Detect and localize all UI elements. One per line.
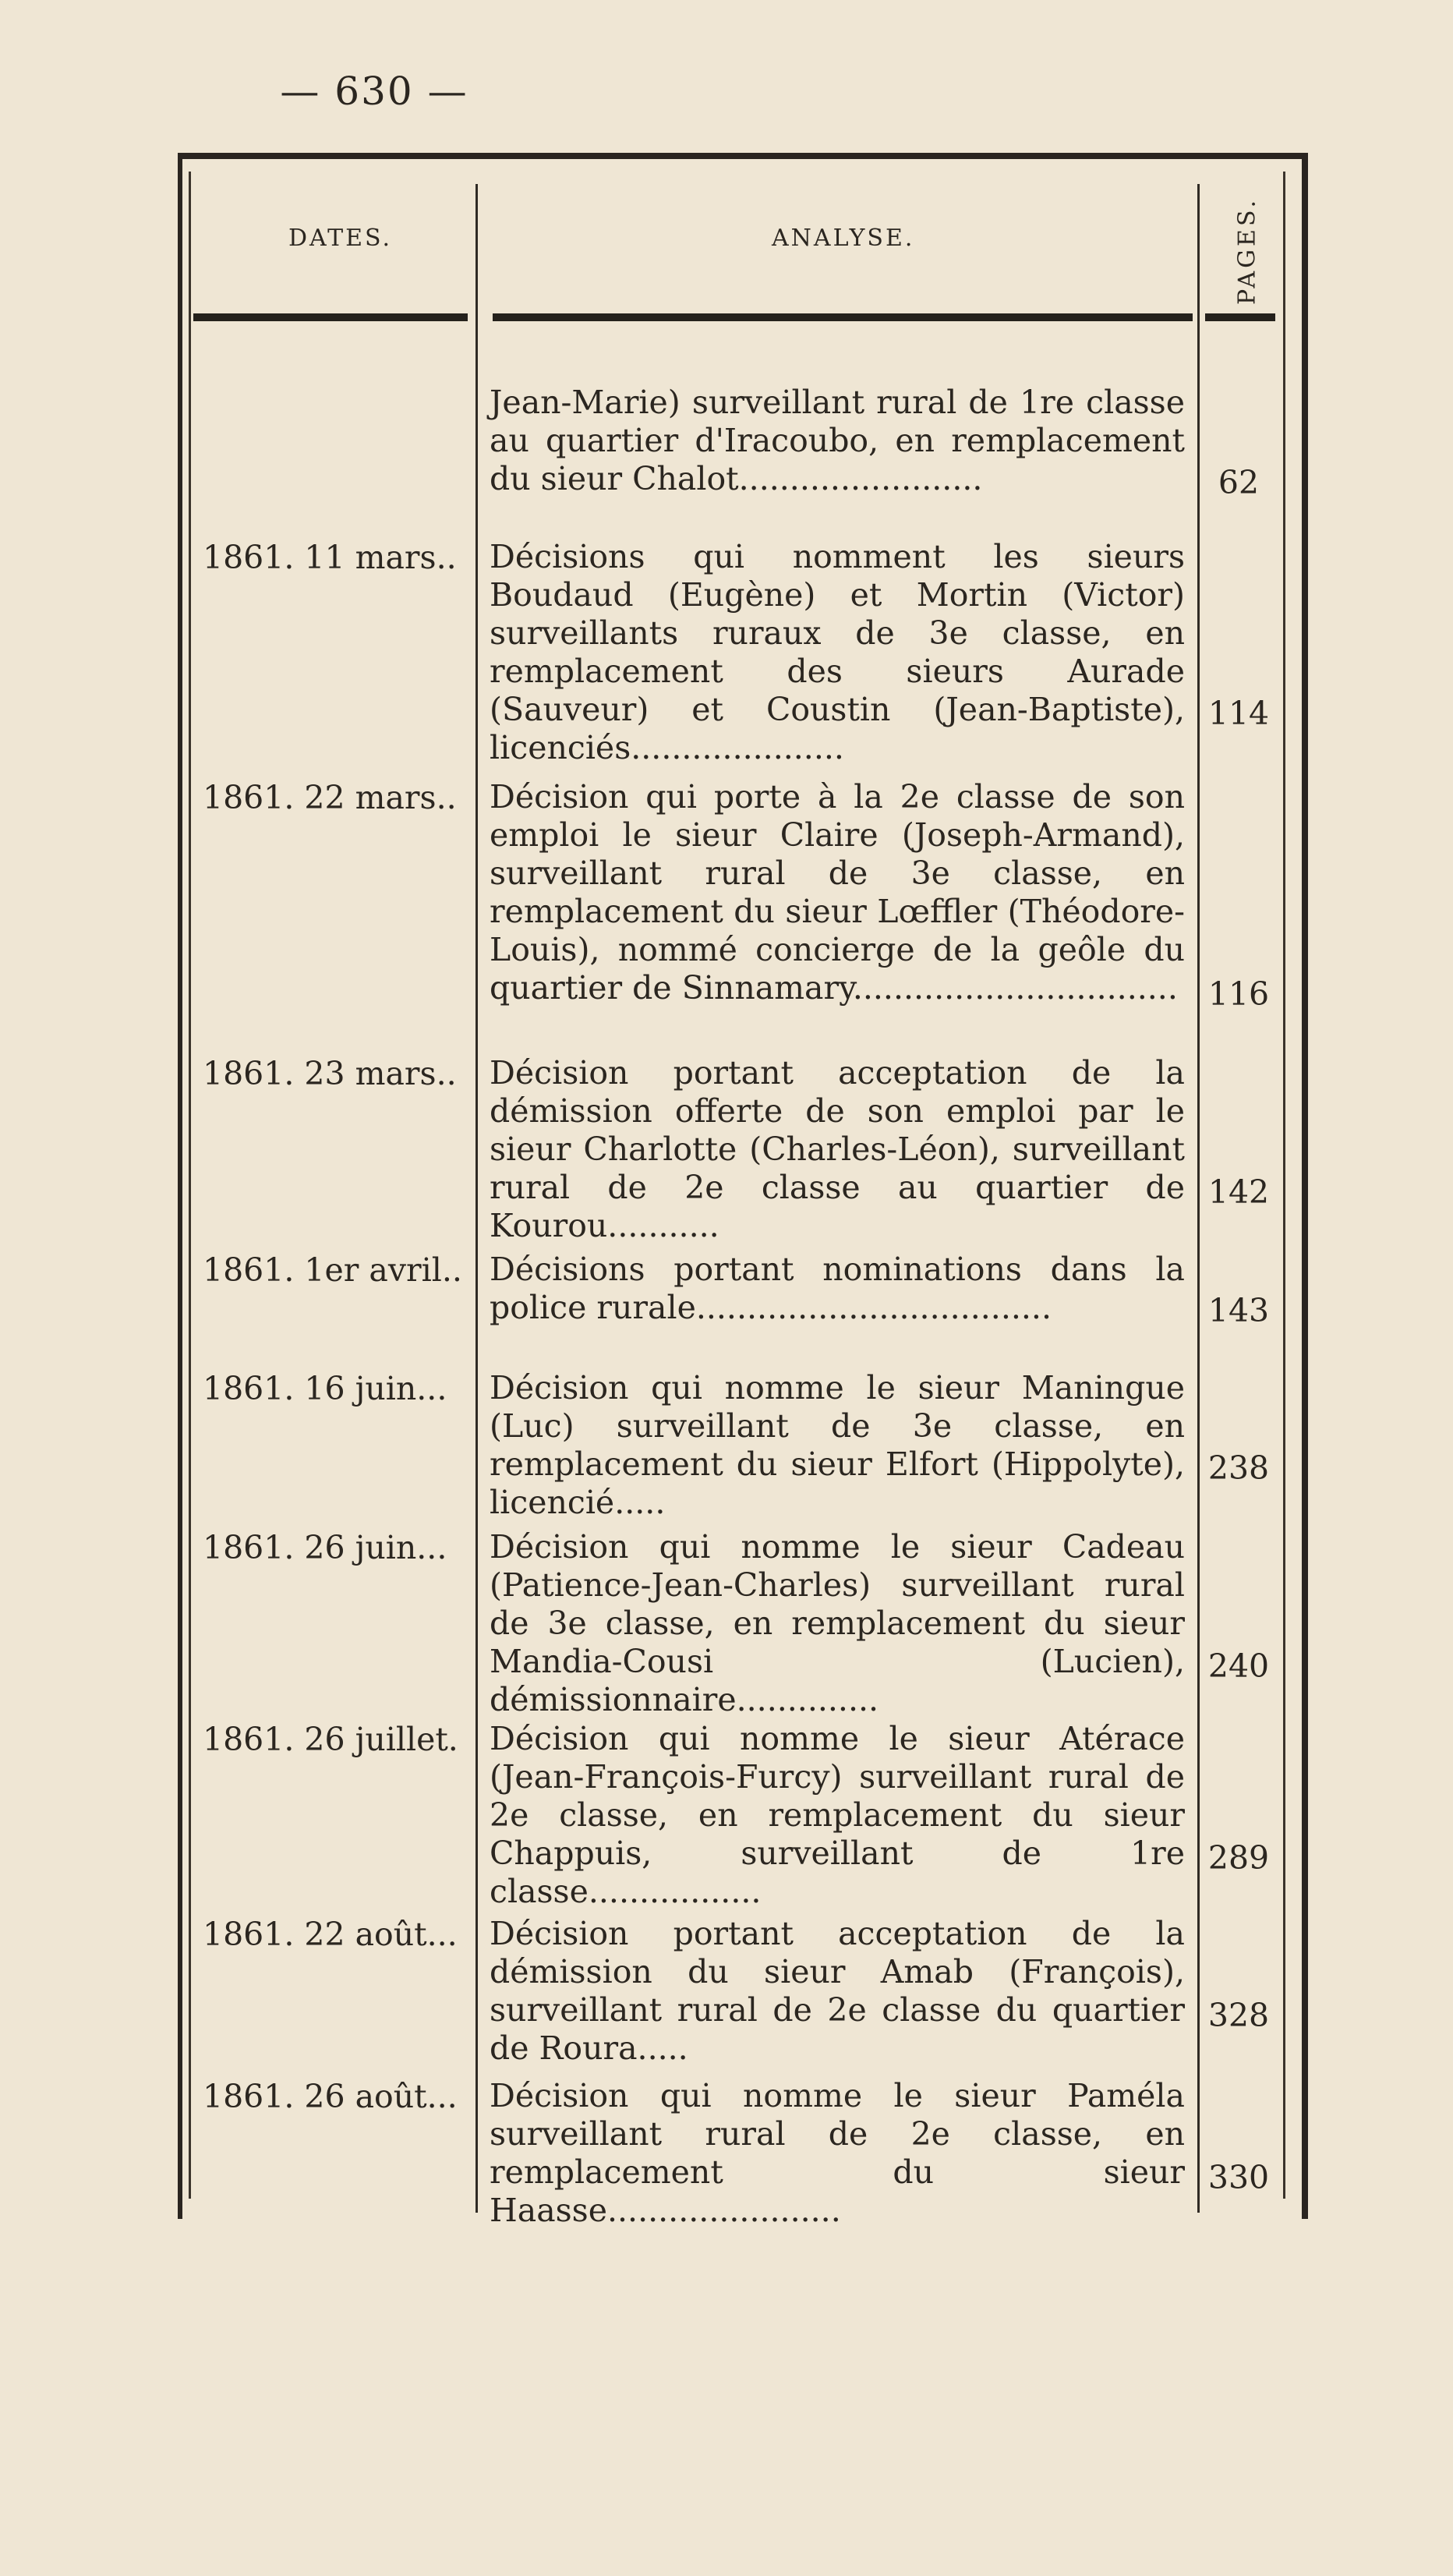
entry-text: Décision qui nomme le sieur Maningue (Luc) surveillant de 3e classe, en remplacement du sieur Elfort (Hippolyte), licencié.....: [490, 1369, 1185, 1521]
entry-text: Décision qui porte à la 2e classe de son emploi le sieur Claire (Joseph-Armand), surveillant rural de 3e classe, en remplacement du sieur Lœffler (Théodore-Louis), nommé concierge de la geôle du quartier de Sinnamary................................: [490, 778, 1185, 1007]
entry-page: 289: [1207, 1839, 1270, 1877]
page-number: — 630 —: [280, 69, 468, 114]
entry-text: Décision qui nomme le sieur Paméla surveillant rural de 2e classe, en remplacement du sieur Haasse.......................: [490, 2077, 1185, 2229]
entry-date: 1861. 26 juin...: [203, 1529, 447, 1566]
entry-date: 1861. 23 mars..: [203, 1055, 457, 1092]
table-row: [193, 384, 1274, 502]
header-rule-pages: [1205, 313, 1275, 321]
table-row: [193, 1528, 1274, 1718]
entry-page: 240: [1207, 1647, 1270, 1685]
table-inner-border-left: [189, 172, 191, 2199]
entry-page: 116: [1207, 975, 1270, 1013]
entry-page: 238: [1207, 1449, 1270, 1487]
entry-page: 328: [1207, 1997, 1270, 2034]
column-header-pages: PAGES.: [1233, 197, 1261, 305]
entry-text: Décision qui nomme le sieur Atérace (Jean-François-Furcy) surveillant rural de 2e classe, en remplacement du sieur Chappuis, surveillant de 1re classe.................: [490, 1720, 1185, 1910]
entry-date: 1861. 22 mars..: [203, 779, 457, 816]
header-rule-dates: [193, 313, 468, 321]
table-row: [193, 2077, 1274, 2229]
entry-page: 142: [1207, 1173, 1270, 1211]
entry-page: 143: [1207, 1292, 1270, 1329]
table-row: [193, 1054, 1274, 1244]
table-row: [193, 778, 1274, 1014]
entry-text: Décision qui nomme le sieur Cadeau (Patience-Jean-Charles) surveillant rural de 3e classe, en remplacement du sieur Mandia-Cousi (Lucien), démissionnaire..............: [490, 1528, 1185, 1718]
entry-page: 330: [1207, 2159, 1270, 2196]
entry-date: 1861. 16 juin...: [203, 1370, 447, 1407]
column-header-dates: DATES.: [288, 225, 393, 252]
entry-page: 114: [1207, 695, 1270, 732]
entry-page: 62: [1218, 464, 1260, 501]
entry-date: 1861. 26 juillet.: [203, 1721, 458, 1758]
table-row: [193, 1369, 1274, 1521]
table-row: [193, 1251, 1274, 1330]
entry-date: 1861. 22 août...: [203, 1916, 458, 1953]
entry-text: Décisions qui nomment les sieurs Boudaud (Eugène) et Mortin (Victor) surveillants ruraux de 3e classe, en remplacement des sieurs Aurade (Sauveur) et Coustin (Jean-Baptiste), licenciés.....................: [490, 538, 1185, 766]
table-inner-border-right: [1283, 172, 1285, 2199]
table-row: [193, 1720, 1274, 1910]
entry-text: Décision portant acceptation de la démission du sieur Amab (François), surveillant rural de 2e classe du quartier de Roura.....: [490, 1915, 1185, 2067]
entry-text: Décisions portant nominations dans la police rurale...................................: [490, 1251, 1185, 1326]
table-row: [193, 1915, 1274, 2067]
entry-date: 1861. 26 août...: [203, 2078, 458, 2115]
entry-date: 1861. 1er avril..: [203, 1251, 462, 1289]
entry-text: Décision portant acceptation de la démission offerte de son emploi par le sieur Charlotte (Charles-Léon), surveillant rural de 2e classe au quartier de Kourou...........: [490, 1054, 1185, 1244]
entry-text: Jean-Marie) surveillant rural de 1re classe au quartier d'Iracoubo, en remplacement du sieur Chalot........................: [490, 384, 1185, 497]
table-row: [193, 538, 1274, 766]
column-header-analyse: ANALYSE.: [772, 225, 915, 252]
header-rule-analyse: [493, 313, 1193, 321]
entry-date: 1861. 11 mars..: [203, 539, 457, 576]
